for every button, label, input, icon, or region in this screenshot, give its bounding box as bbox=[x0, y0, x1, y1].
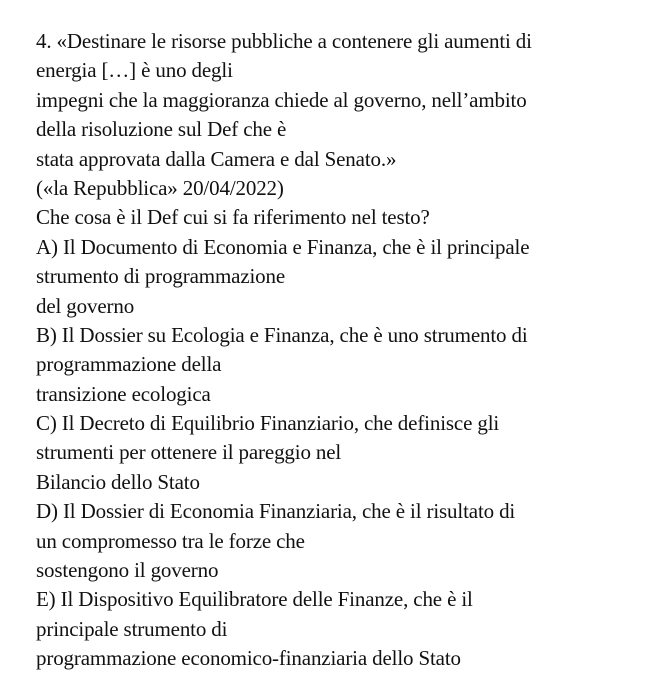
option-d-line-1: D) Il Dossier di Economia Finanziaria, che è il risultato di bbox=[36, 499, 516, 524]
quiz-question-block bbox=[36, 27, 636, 674]
quote-line-5: stata approvata dalla Camera e dal Senato.» bbox=[36, 146, 397, 171]
option-c-line-3: Bilancio dello Stato bbox=[36, 469, 200, 494]
quote-source: («la Repubblica» 20/04/2022) bbox=[36, 175, 284, 200]
option-a-line-2: strumento di programmazione bbox=[36, 264, 286, 289]
option-a-line-3: del governo bbox=[36, 293, 135, 318]
option-b-line-3: transizione ecologica bbox=[36, 381, 211, 406]
quote-line-2: energia […] è uno degli bbox=[36, 58, 233, 83]
quote-line-4: della risoluzione sul Def che è bbox=[36, 117, 287, 142]
option-e-line-2: principale strumento di bbox=[36, 616, 228, 641]
answer-option-b bbox=[36, 321, 636, 409]
question-prompt: Che cosa è il Def cui si fa riferimento nel testo? bbox=[36, 205, 430, 230]
option-d-line-3: sostengono il governo bbox=[36, 558, 219, 583]
answer-option-a bbox=[36, 233, 636, 321]
question-quote bbox=[36, 27, 636, 174]
option-b-line-2: programmazione della bbox=[36, 352, 222, 377]
option-c-line-1: C) Il Decreto di Equilibrio Finanziario, che definisce gli bbox=[36, 411, 500, 436]
option-d-line-2: un compromesso tra le forze che bbox=[36, 528, 305, 553]
option-e-line-1: E) Il Dispositivo Equilibratore delle Finanze, che è il bbox=[36, 587, 473, 612]
option-e-line-3: programmazione economico-finanziaria dello Stato bbox=[36, 646, 461, 671]
quote-line-3: impegni che la maggioranza chiede al governo, nell’ambito bbox=[36, 87, 527, 112]
option-b-line-1: B) Il Dossier su Ecologia e Finanza, che è uno strumento di bbox=[36, 322, 528, 347]
answer-option-e bbox=[36, 585, 636, 673]
option-a-line-1: A) Il Documento di Economia e Finanza, che è il principale bbox=[36, 234, 530, 259]
quote-line-1: 4. «Destinare le risorse pubbliche a contenere gli aumenti di bbox=[36, 29, 532, 53]
answer-option-d bbox=[36, 497, 636, 585]
answer-option-c bbox=[36, 409, 636, 497]
option-c-line-2: strumenti per ottenere il pareggio nel bbox=[36, 440, 342, 465]
